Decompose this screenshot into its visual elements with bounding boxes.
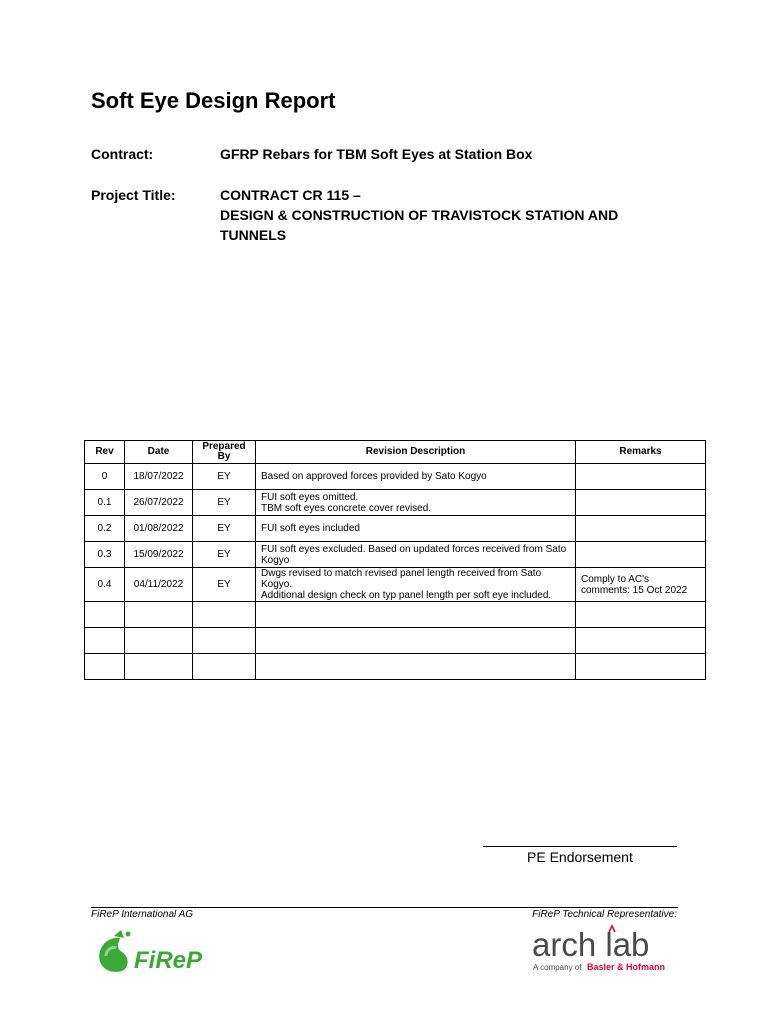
cell-date: 18/07/2022: [125, 464, 193, 490]
empty-cell: [576, 628, 706, 654]
column-header-revision-description: Revision Description: [256, 441, 576, 464]
cell-revision-description: FUI soft eyes excluded. Based on updated forces received from Sato Kogyo: [256, 542, 576, 568]
empty-cell: [125, 628, 193, 654]
pe-endorsement-label: PE Endorsement: [527, 849, 633, 865]
contract-value: GFRP Rebars for TBM Soft Eyes at Station Box: [220, 146, 533, 162]
table-row: [85, 542, 706, 568]
cell-prepared-by: EY: [193, 542, 256, 568]
table-row-empty: [85, 654, 706, 680]
contract-label: Contract:: [91, 146, 154, 162]
column-header-prepared-by: Prepared By: [193, 441, 256, 464]
project-title-line: TUNNELS: [220, 227, 287, 243]
empty-cell: [193, 654, 256, 680]
project-title-label: Project Title:: [91, 187, 176, 203]
column-header-date: Date: [125, 441, 193, 464]
revision-table: [84, 440, 706, 680]
cell-remarks: [576, 516, 706, 542]
table-header-row: [85, 441, 706, 464]
cell-prepared-by: EY: [193, 490, 256, 516]
cell-rev: 0: [85, 464, 125, 490]
cell-revision-description: Based on approved forces provided by Sato Kogyo: [256, 464, 576, 490]
cell-revision-description: FUI soft eyes included: [256, 516, 576, 542]
cell-date: 01/08/2022: [125, 516, 193, 542]
empty-cell: [256, 602, 576, 628]
cell-revision-description: Dwgs revised to match revised panel length received from Sato Kogyo. Additional design check on typ panel length per soft eye included.: [256, 568, 576, 602]
empty-cell: [256, 654, 576, 680]
archlab-logo-text: arch lab: [532, 926, 650, 963]
empty-cell: [256, 628, 576, 654]
cell-remarks: Comply to AC's comments: 15 Oct 2022: [576, 568, 706, 602]
empty-cell: [193, 602, 256, 628]
revision-table-body: [85, 464, 706, 680]
column-header-remarks: Remarks: [576, 441, 706, 464]
cell-prepared-by: EY: [193, 464, 256, 490]
footer-company: FiReP International AG: [91, 909, 194, 920]
column-header-rev: Rev: [85, 441, 125, 464]
empty-cell: [85, 628, 125, 654]
cell-rev: 0.3: [85, 542, 125, 568]
archlab-tagline-brand: Basler & Hofmann: [587, 962, 666, 972]
archlab-logo: [532, 924, 677, 980]
cell-revision-description: FUI soft eyes omitted. TBM soft eyes concrete cover revised.: [256, 490, 576, 516]
project-title-line: DESIGN & CONSTRUCTION OF TRAVISTOCK STATION AND: [220, 207, 619, 223]
cell-remarks: [576, 542, 706, 568]
cell-prepared-by: EY: [193, 568, 256, 602]
cell-rev: 0.4: [85, 568, 125, 602]
cell-prepared-by: EY: [193, 516, 256, 542]
empty-cell: [85, 602, 125, 628]
empty-cell: [193, 628, 256, 654]
firep-logo: [94, 926, 204, 976]
footer-representative: FiReP Technical Representative:: [532, 909, 677, 920]
firep-logo-text: FiReP: [134, 947, 203, 974]
table-row: [85, 490, 706, 516]
empty-cell: [125, 602, 193, 628]
table-row-empty: [85, 602, 706, 628]
empty-cell: [576, 654, 706, 680]
page-title: Soft Eye Design Report: [91, 88, 336, 113]
cell-date: 26/07/2022: [125, 490, 193, 516]
cell-date: 15/09/2022: [125, 542, 193, 568]
table-row-empty: [85, 628, 706, 654]
table-row: [85, 516, 706, 542]
cell-remarks: [576, 490, 706, 516]
table-row: [85, 464, 706, 490]
cell-rev: 0.2: [85, 516, 125, 542]
empty-cell: [125, 654, 193, 680]
cell-rev: 0.1: [85, 490, 125, 516]
project-title-value: [220, 185, 690, 245]
archlab-tagline-prefix: A company of: [533, 963, 582, 972]
empty-cell: [576, 602, 706, 628]
project-title-line: CONTRACT CR 115 –: [220, 187, 361, 203]
empty-cell: [85, 654, 125, 680]
cell-remarks: [576, 464, 706, 490]
signature-line: [483, 846, 677, 847]
footer-divider: [91, 907, 678, 908]
cell-date: 04/11/2022: [125, 568, 193, 602]
table-row: [85, 568, 706, 602]
